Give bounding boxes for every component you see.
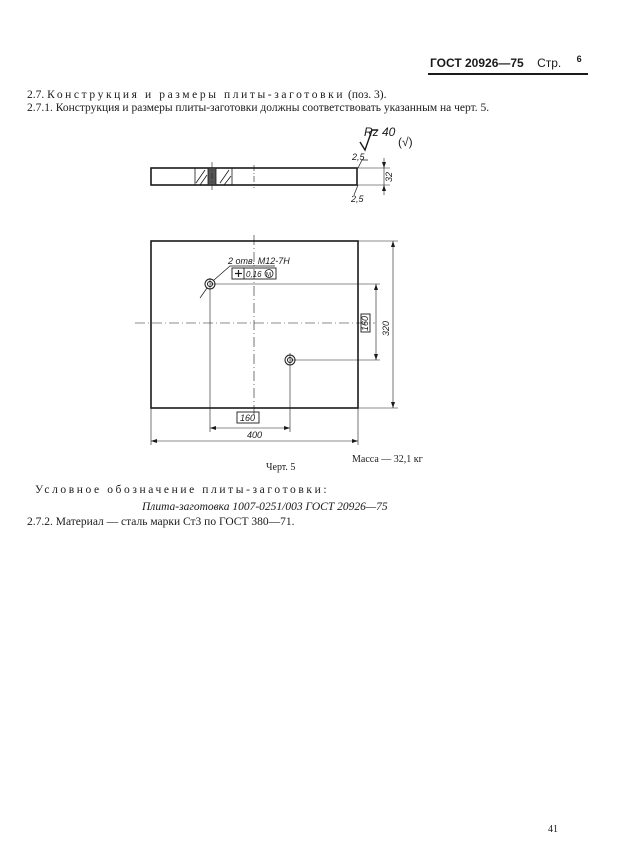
page-label: Стр. [537, 56, 562, 70]
section-title: Конструкция и размеры плиты-заготовки [47, 89, 346, 101]
section-hatch [195, 168, 232, 185]
designation-example: Плита-заготовка 1007-0251/003 ГОСТ 20926—75 [142, 501, 388, 513]
chamfer-bottom-label: 2,5 [351, 194, 364, 204]
chamfer-top-label: 2,5 [352, 152, 365, 162]
section-2-7-1: 2.7.1. Конструкция и размеры плиты-заготовки должны соответствовать указанным на черт. 5. [27, 102, 490, 114]
width-label: 400 [247, 430, 263, 440]
page-number: 41 [548, 824, 558, 835]
hole-horizontal-label: 160 [240, 413, 256, 423]
standard-number: ГОСТ 20926—75 [430, 56, 524, 70]
section-2-7-2: 2.7.2. Материал — сталь марки Ст3 по ГОСТ 380—71. [27, 516, 295, 528]
section-ref: (поз. 3). [347, 89, 387, 101]
holes-note: 2 отв. M12-7H [228, 256, 290, 266]
tolerance-modifier: M [266, 272, 271, 279]
thickness-label: 32 [384, 171, 394, 182]
mass-label: Масса — 32,1 кг [352, 454, 423, 465]
hole-vertical-label: 160 [360, 315, 370, 331]
tolerance-value: 0,16 [246, 270, 262, 279]
designation-label: Условное обозначение плиты-заготовки: [35, 484, 330, 496]
figure-caption: Черт. 5 [266, 462, 296, 473]
page-no: 6 [576, 54, 582, 64]
height-label: 320 [381, 320, 391, 336]
roughness-other-label: (√) [398, 135, 413, 149]
roughness-label: Rz 40 [364, 125, 396, 139]
section-number: 2.7. [27, 89, 45, 101]
